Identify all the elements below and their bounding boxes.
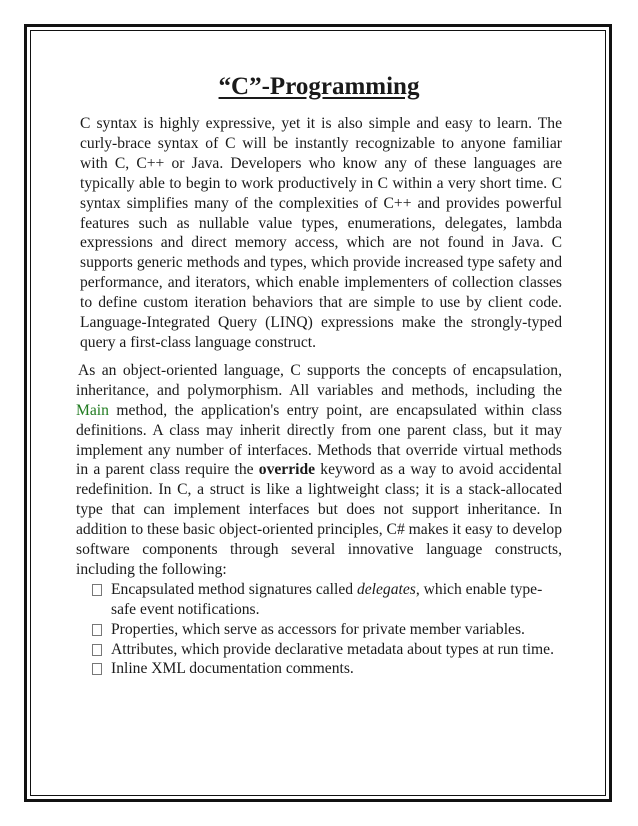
bullet-icon (92, 644, 102, 656)
feature-list (76, 580, 562, 680)
list-item: Attributes, which provide declarative metadata about types at run time. (92, 640, 562, 660)
paragraph-object-oriented (76, 361, 562, 580)
paragraph-syntax: C syntax is highly expressive, yet it is also simple and easy to learn. The curly-brace syntax of C will be instantly recognizable to anyone familiar with C, C++ or Java. Developers who know any of these languages are typically able to begin to work productively in C within a very short time. C syntax simplifies many of the complexities of C++ and provides powerful features such as nullable value types, enumerations, delegates, lambda expressions and direct memory access, which are not found in Java. C supports generic methods and types, which provide increased type safety and performance, and iterators, which enable implementers of collection classes to define custom iteration behaviors that are simple to use by client code. Language-Integrated Query (LINQ) expressions make the strongly-typed query a first-class language construct. (80, 115, 562, 351)
paragraph-text: method, the application's entry point, are encapsulated within class definitions. A class may inherit directly from one parent class, but it may implement any number of interfaces. Methods that override virtual methods in a parent class require the (76, 401, 562, 479)
bullet-icon (92, 624, 102, 636)
override-keyword: override (258, 461, 316, 479)
paragraph-text: keyword as a way to avoid accidental redefinition. In C, a struct is like a lightweight class; it is a stack-allocated type that can implement interfaces but does not support inheritance. In addition to these basic object-oriented principles, C# makes it easy to develop software components through several innovative language constructs, including the following: (76, 461, 562, 578)
main-keyword: Main (76, 401, 109, 419)
bullet-icon (92, 584, 102, 596)
document-title: “C”-Programming (218, 73, 420, 100)
paragraph-text: As an object-oriented language, C supports the concepts of encapsulation, inheritance, and polymorphism. All variables and methods, including the (76, 361, 562, 399)
list-item: Properties, which serve as accessors for private member variables. (92, 620, 562, 640)
list-item: Inline XML documentation comments. (92, 659, 562, 679)
delegates-emphasis: delegates (356, 580, 416, 598)
list-item: Encapsulated method signatures called delegates, which enable type-safe event notifications. (92, 580, 562, 620)
document-body (76, 72, 562, 679)
bullet-icon (92, 663, 102, 675)
